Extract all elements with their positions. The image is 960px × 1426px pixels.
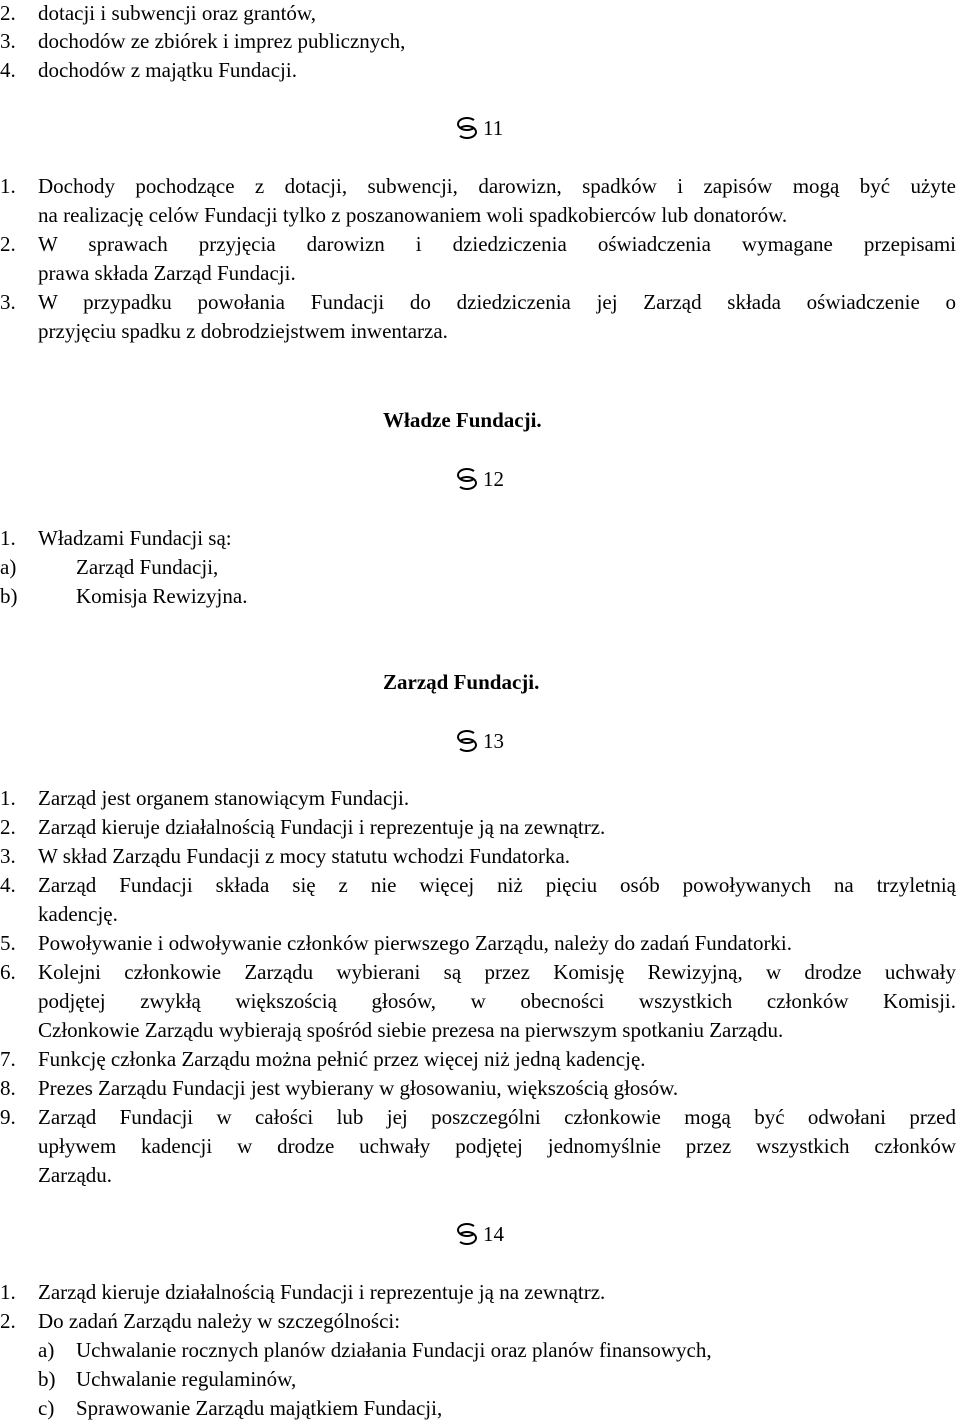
list-item-line: przyjęciu spadku z dobrodziejstwem inwentarza. (38, 319, 448, 343)
list-number: 2. (0, 815, 16, 839)
list-number: 9. (0, 1105, 16, 1129)
list-number: 3. (0, 290, 16, 314)
list-item-line: kadencję. (38, 902, 118, 926)
sub-letter: a) (0, 555, 17, 579)
list-item: Zarząd jest organem stanowiącym Fundacji. (38, 786, 410, 810)
list-number: 2. (0, 232, 16, 256)
list-item-line: na realizację celów Fundacji tylko z poszanowaniem woli spadkobierców lub donatorów. (38, 203, 788, 227)
sub-letter: c) (38, 1396, 55, 1420)
list-item-line: upływem kadencji w drodze uchwały podjętej jednomyślnie przez wszystkich członków (38, 1134, 956, 1158)
section-14-label (455, 1221, 504, 1247)
section-number: 11 (483, 116, 504, 140)
list-number: 4. (0, 58, 16, 82)
sub-item: Komisja Rewizyjna. (76, 584, 248, 608)
list-item-line: W sprawach przyjęcia darowizn i dziedziczenia oświadczenia wymagane przepisami (38, 232, 956, 256)
list-item: Do zadań Zarządu należy w szczególności: (38, 1309, 401, 1333)
list-number: 1. (0, 526, 16, 550)
sub-item: Sprawowanie Zarządu majątkiem Fundacji, (76, 1396, 443, 1420)
list-item-line: Zarządu. (38, 1163, 113, 1187)
list-item: Zarząd kieruje działalnością Fundacji i reprezentuje ją na zewnątrz. (38, 815, 606, 839)
section-heading-wladze: Władze Fundacji. (383, 408, 542, 432)
list-item: Prezes Zarządu Fundacji jest wybierany w głosowaniu, większością głosów. (38, 1076, 679, 1100)
list-item: dotacji i subwencji oraz grantów, (38, 1, 316, 25)
list-item: Władzami Fundacji są: (38, 526, 232, 550)
list-item-line: Zarząd Fundacji w całości lub jej poszczególni członkowie mogą być odwołani przed (38, 1105, 956, 1129)
sub-letter: b) (0, 584, 18, 608)
sub-letter: a) (38, 1338, 55, 1362)
list-item-line: podjętej zwykłą większością głosów, w obecności wszystkich członków Komisji. (38, 989, 956, 1013)
list-item: Funkcję członka Zarządu można pełnić przez więcej niż jedną kadencję. (38, 1047, 646, 1071)
section-sign-icon (455, 1223, 477, 1245)
list-item-line: W przypadku powołania Fundacji do dziedziczenia jej Zarząd składa oświadczenie o (38, 290, 956, 314)
list-item-line: prawa składa Zarząd Fundacji. (38, 261, 296, 285)
sub-item: Uchwalanie rocznych planów działania Fundacji oraz planów finansowych, (76, 1338, 712, 1362)
list-number: 7. (0, 1047, 16, 1071)
section-heading-zarzad: Zarząd Fundacji. (383, 670, 540, 694)
list-item-line: Dochody pochodzące z dotacji, subwencji, darowizn, spadków i zapisów mogą być użyte (38, 174, 956, 198)
list-number: 2. (0, 1309, 16, 1333)
list-item: Zarząd kieruje działalnością Fundacji i reprezentuje ją na zewnątrz. (38, 1280, 606, 1304)
list-number: 1. (0, 786, 16, 810)
list-item-line: Członkowie Zarządu wybierają spośród siebie prezesa na pierwszym spotkaniu Zarządu. (38, 1018, 784, 1042)
list-item-line: Kolejni członkowie Zarządu wybierani są przez Komisję Rewizyjną, w drodze uchwały (38, 960, 956, 984)
section-sign-icon (455, 730, 477, 752)
sub-letter: b) (38, 1367, 56, 1391)
list-number: 1. (0, 1280, 16, 1304)
list-item: W skład Zarządu Fundacji z mocy statutu wchodzi Fundatorka. (38, 844, 571, 868)
list-number: 4. (0, 873, 16, 897)
section-sign-icon (455, 117, 477, 139)
section-13-label (455, 728, 504, 754)
list-number: 3. (0, 844, 16, 868)
list-number: 2. (0, 1, 16, 25)
list-number: 5. (0, 931, 16, 955)
section-12-label (455, 466, 504, 492)
section-number: 12 (483, 467, 504, 491)
list-item: dochodów z majątku Fundacji. (38, 58, 297, 82)
list-number: 6. (0, 960, 16, 984)
sub-item: Uchwalanie regulaminów, (76, 1367, 297, 1391)
list-number: 1. (0, 174, 16, 198)
list-item: dochodów ze zbiórek i imprez publicznych, (38, 29, 406, 53)
list-number: 8. (0, 1076, 16, 1100)
section-number: 13 (483, 729, 504, 753)
section-sign-icon (455, 468, 477, 490)
list-item-line: Zarząd Fundacji składa się z nie więcej niż pięciu osób powoływanych na trzyletnią (38, 873, 956, 897)
list-item: Powoływanie i odwoływanie członków pierwszego Zarządu, należy do zadań Fundatorki. (38, 931, 793, 955)
list-number: 3. (0, 29, 16, 53)
sub-item: Zarząd Fundacji, (76, 555, 219, 579)
section-11-label (455, 115, 503, 141)
section-number: 14 (483, 1222, 504, 1246)
